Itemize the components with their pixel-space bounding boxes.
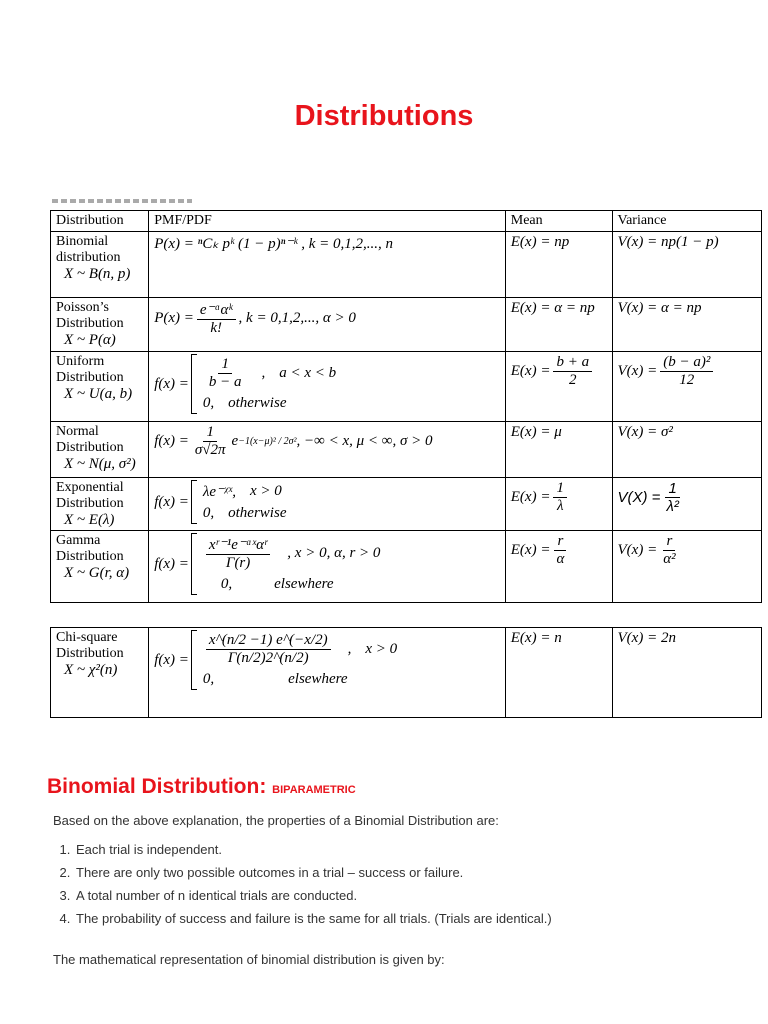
section-outro: The mathematical representation of binomial distribution is given by: <box>53 952 445 967</box>
variance-formula: V(X) = $\frac{1}{\text{λ²}}$ <box>612 478 761 531</box>
variance-formula: V(x) = np(1 − p) <box>612 232 761 298</box>
dist-name: Chi-square Distribution <box>56 630 124 661</box>
header-mean: Mean <box>505 211 612 232</box>
pdf-formula: P(x) = ⁿCₖ pᵏ (1 − p)ⁿ⁻ᵏ , k = 0,1,2,..., n <box>149 232 506 298</box>
table-row-normal <box>51 422 762 478</box>
dist-name: Normal Distribution <box>56 424 124 455</box>
dist-symbol: X ~ P(α) <box>64 332 116 348</box>
dist-symbol: X ~ N(μ, σ²) <box>64 456 136 472</box>
mean-formula: E(x) = $\frac{b + a}{2}$ <box>505 352 612 422</box>
pdf-formula: f(x) = $\frac{x\^{}(n/2 -1) e\^{}(-x/2)}{\Gamma(n/2)2\^{}(n/2)}$ , x > 0 0, elsewhere <box>149 628 506 718</box>
cropped-text-fragment <box>52 199 192 203</box>
table-row-chi-square <box>51 628 762 718</box>
list-item: 4. The probability of success and failure is the same for all trials. (Trials are identical.) <box>74 907 552 930</box>
header-pmf-pdf: PMF/PDF <box>149 211 506 232</box>
header-variance: Variance <box>612 211 761 232</box>
mean-formula: E(x) = n <box>505 628 612 718</box>
section-tag: BIPARAMETRIC <box>272 784 356 796</box>
chi-square-table <box>50 627 762 718</box>
header-distribution: Distribution <box>51 211 149 232</box>
table-header-row <box>51 211 762 232</box>
mean-formula: E(x) = α = np <box>505 298 612 352</box>
dist-symbol: X ~ χ²(n) <box>64 662 118 678</box>
page-title: Distributions <box>294 100 474 132</box>
dist-symbol: X ~ E(λ) <box>64 512 115 528</box>
section-intro: Based on the above explanation, the properties of a Binomial Distribution are: <box>53 813 499 828</box>
table-row-binomial <box>51 232 762 298</box>
pdf-formula: P(x) = $\frac{\text{e⁻ᵅαᵏ}}{k!}$ , k = 0,1,2,..., α > 0 <box>149 298 506 352</box>
pdf-formula: f(x) = $\frac{1}{b - a}$ , a < x < b 0, otherwise <box>149 352 506 422</box>
variance-formula: V(x) = σ² <box>612 422 761 478</box>
properties-list <box>52 838 552 930</box>
dist-name: Gamma Distribution <box>56 533 124 564</box>
table-row-poisson <box>51 298 762 352</box>
dist-symbol: X ~ B(n, p) <box>64 266 131 282</box>
variance-formula: V(x) = 2n <box>612 628 761 718</box>
mean-formula: E(x) = μ <box>505 422 612 478</box>
section-heading: Binomial Distribution: BIPARAMETRIC <box>47 775 356 798</box>
pdf-formula: f(x) = λe⁻ᵡˣ, x > 0 0, otherwise <box>149 478 506 531</box>
list-item: 2. There are only two possible outcomes in a trial – success or failure. <box>74 861 552 884</box>
dist-name: Uniform Distribution <box>56 354 124 385</box>
list-item: 1. Each trial is independent. <box>74 838 552 861</box>
variance-formula: V(x) = $\frac{r}{\text{α²}}$ <box>612 531 761 603</box>
mean-formula: E(x) = np <box>505 232 612 298</box>
variance-formula: V(x) = α = np <box>612 298 761 352</box>
pdf-formula: f(x) = $\frac{1}{\sigma√2\pi}$ e −1(x−μ)² / 2σ² , −∞ < x, μ < ∞, σ > 0 <box>149 422 506 478</box>
table-row-exponential <box>51 478 762 531</box>
table-row-gamma <box>51 531 762 603</box>
mean-formula: E(x) = $\frac{r}{\alpha}$ <box>505 531 612 603</box>
list-item: 3. A total number of n identical trials are conducted. <box>74 884 552 907</box>
pdf-formula: f(x) = $\frac{\text{xʳ⁻¹e⁻ᵅˣαʳ}}{\Gamma(r)}$ , x > 0, α, r > 0 0, elsewhere <box>149 531 506 603</box>
dist-name: Poisson’s Distribution <box>56 300 124 331</box>
variance-formula: V(x) = $\frac{\text{(b − a)²}}{12}$ <box>612 352 761 422</box>
dist-name: Exponential Distribution <box>56 480 124 511</box>
dist-symbol: X ~ G(r, α) <box>64 565 130 581</box>
dist-name: Binomial distribution <box>56 234 121 265</box>
mean-formula: E(x) = $\frac{1}{\lambda}$ <box>505 478 612 531</box>
dist-symbol: X ~ U(a, b) <box>64 386 133 402</box>
table-row-uniform <box>51 352 762 422</box>
distributions-table <box>50 210 762 603</box>
